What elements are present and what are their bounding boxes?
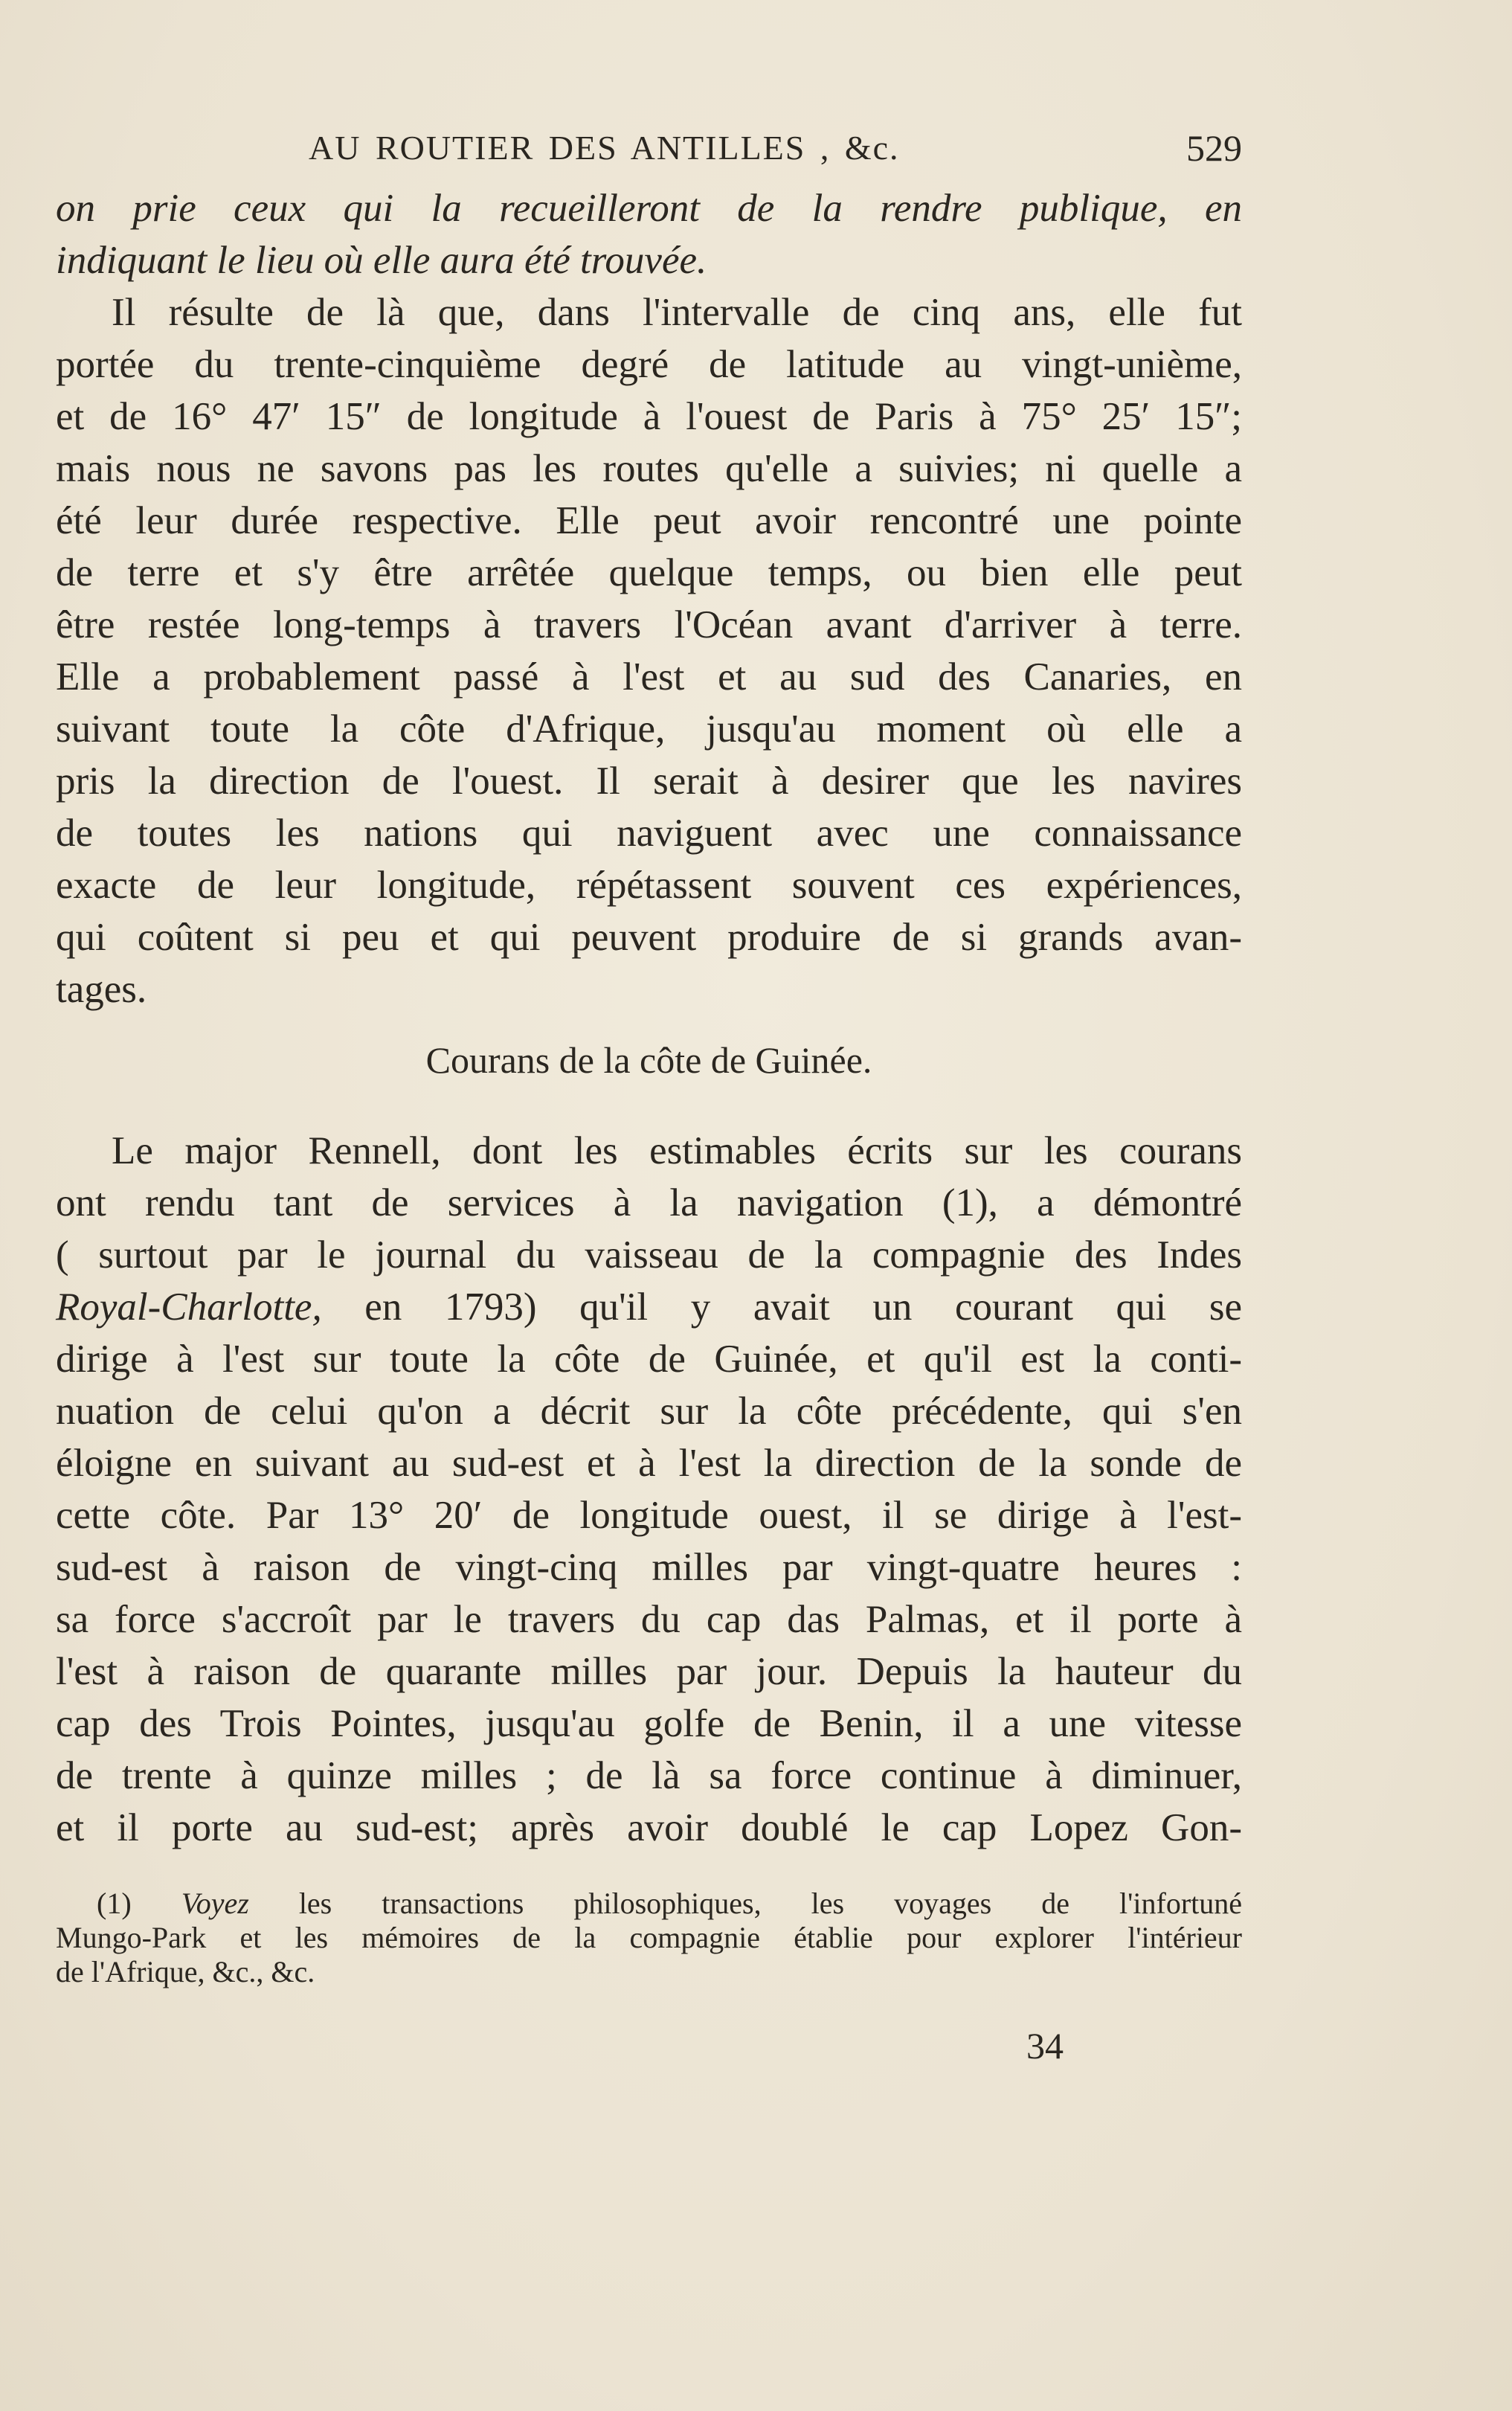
running-title: AU ROUTIER DES ANTILLES , &c. xyxy=(309,129,900,167)
section-title: Courans de la côte de Guinée. xyxy=(425,1039,872,1081)
text-line: de toutes les nations qui naviguent avec une connaissance xyxy=(56,812,1242,855)
text-line: de trente à quinze milles ; de là sa force continue à diminuer, xyxy=(56,1754,1242,1797)
text-line: être restée long-temps à travers l'Océan avant d'arriver à terre. xyxy=(56,603,1242,646)
text-line: sud-est à raison de vingt-cinq milles par vingt-quatre heures : xyxy=(56,1546,1242,1589)
text-line xyxy=(56,1281,1242,1333)
signature-mark: 34 xyxy=(1026,2025,1064,2067)
text-line: on prie ceux qui la recueilleront de la rendre publique, en xyxy=(56,187,1242,230)
footnote-italic: Voyez xyxy=(181,1887,249,1920)
text-line: éloigne en suivant au sud-est et à l'est la direction de la sonde de xyxy=(56,1442,1242,1485)
footnote-line xyxy=(56,1887,1242,1921)
text-line: ( surtout par le journal du vaisseau de la compagnie des Indes xyxy=(56,1233,1242,1277)
text-line: indiquant le lieu où elle aura été trouvée. xyxy=(56,239,707,282)
text-fragment: en 1793) qu'il y avait un courant qui se xyxy=(364,1285,1243,1329)
text-line: ont rendu tant de services à la navigation (1), a démontré xyxy=(56,1181,1242,1224)
text-line: Elle a probablement passé à l'est et au sud des Canaries, en xyxy=(56,655,1242,699)
text-line: sa force s'accroît par le travers du cap das Palmas, et il porte à xyxy=(56,1598,1242,1641)
text-line: tages. xyxy=(56,968,147,1011)
text-line: nuation de celui qu'on a décrit sur la côte précédente, qui s'en xyxy=(56,1390,1242,1433)
page-number: 529 xyxy=(1186,127,1242,169)
text-fragment: les transactions philosophiques, les voyages de l'infortuné xyxy=(298,1887,1242,1920)
footnote-line: de l'Afrique, &c., &c. xyxy=(56,1955,315,1988)
footnote xyxy=(56,1887,1242,1989)
text-line: et il porte au sud-est; après avoir doublé le cap Lopez Gon- xyxy=(56,1806,1242,1849)
footnote-line: Mungo-Park et les mémoires de la compagnie établie pour explorer l'intérieur xyxy=(56,1921,1242,1954)
text-line: mais nous ne savons pas les routes qu'elle a suivies; ni quelle a xyxy=(56,447,1242,490)
paragraph-1 xyxy=(56,286,1242,1015)
footnote-marker: (1) xyxy=(97,1887,132,1920)
text-line: et de 16° 47′ 15″ de longitude à l'ouest de Paris à 75° 25′ 15″; xyxy=(56,395,1242,438)
text-line: Il résulte de là que, dans l'intervalle de cinq ans, elle fut xyxy=(112,291,1242,334)
text-line: pris la direction de l'ouest. Il serait à desirer que les navires xyxy=(56,760,1242,803)
running-header xyxy=(56,125,1242,171)
text-line: Le major Rennell, dont les estimables écrits sur les courans xyxy=(112,1129,1242,1172)
text-line: qui coûtent si peu et qui peuvent produire de si grands avan- xyxy=(56,916,1242,959)
text-line: suivant toute la côte d'Afrique, jusqu'au moment où elle a xyxy=(56,707,1242,751)
text-line: de terre et s'y être arrêtée quelque temps, ou bien elle peut xyxy=(56,551,1242,594)
text-line: dirige à l'est sur toute la côte de Guinée, et qu'il est la conti- xyxy=(56,1338,1242,1381)
paragraph-2 xyxy=(56,1125,1242,1854)
text-line: cette côte. Par 13° 20′ de longitude ouest, il se dirige à l'est- xyxy=(56,1494,1242,1537)
ship-name: Royal-Charlotte, xyxy=(56,1285,322,1329)
text-line: été leur durée respective. Elle peut avoir rencontré une pointe xyxy=(56,499,1242,542)
text-line: portée du trente-cinquième degré de latitude au vingt-unième, xyxy=(56,343,1242,386)
text-line: exacte de leur longitude, répétassent souvent ces expériences, xyxy=(56,864,1242,907)
text-line: l'est à raison de quarante milles par jour. Depuis la hauteur du xyxy=(56,1650,1242,1693)
text-line: cap des Trois Pointes, jusqu'au golfe de Benin, il a une vitesse xyxy=(56,1702,1242,1745)
intro-block xyxy=(56,182,1242,286)
